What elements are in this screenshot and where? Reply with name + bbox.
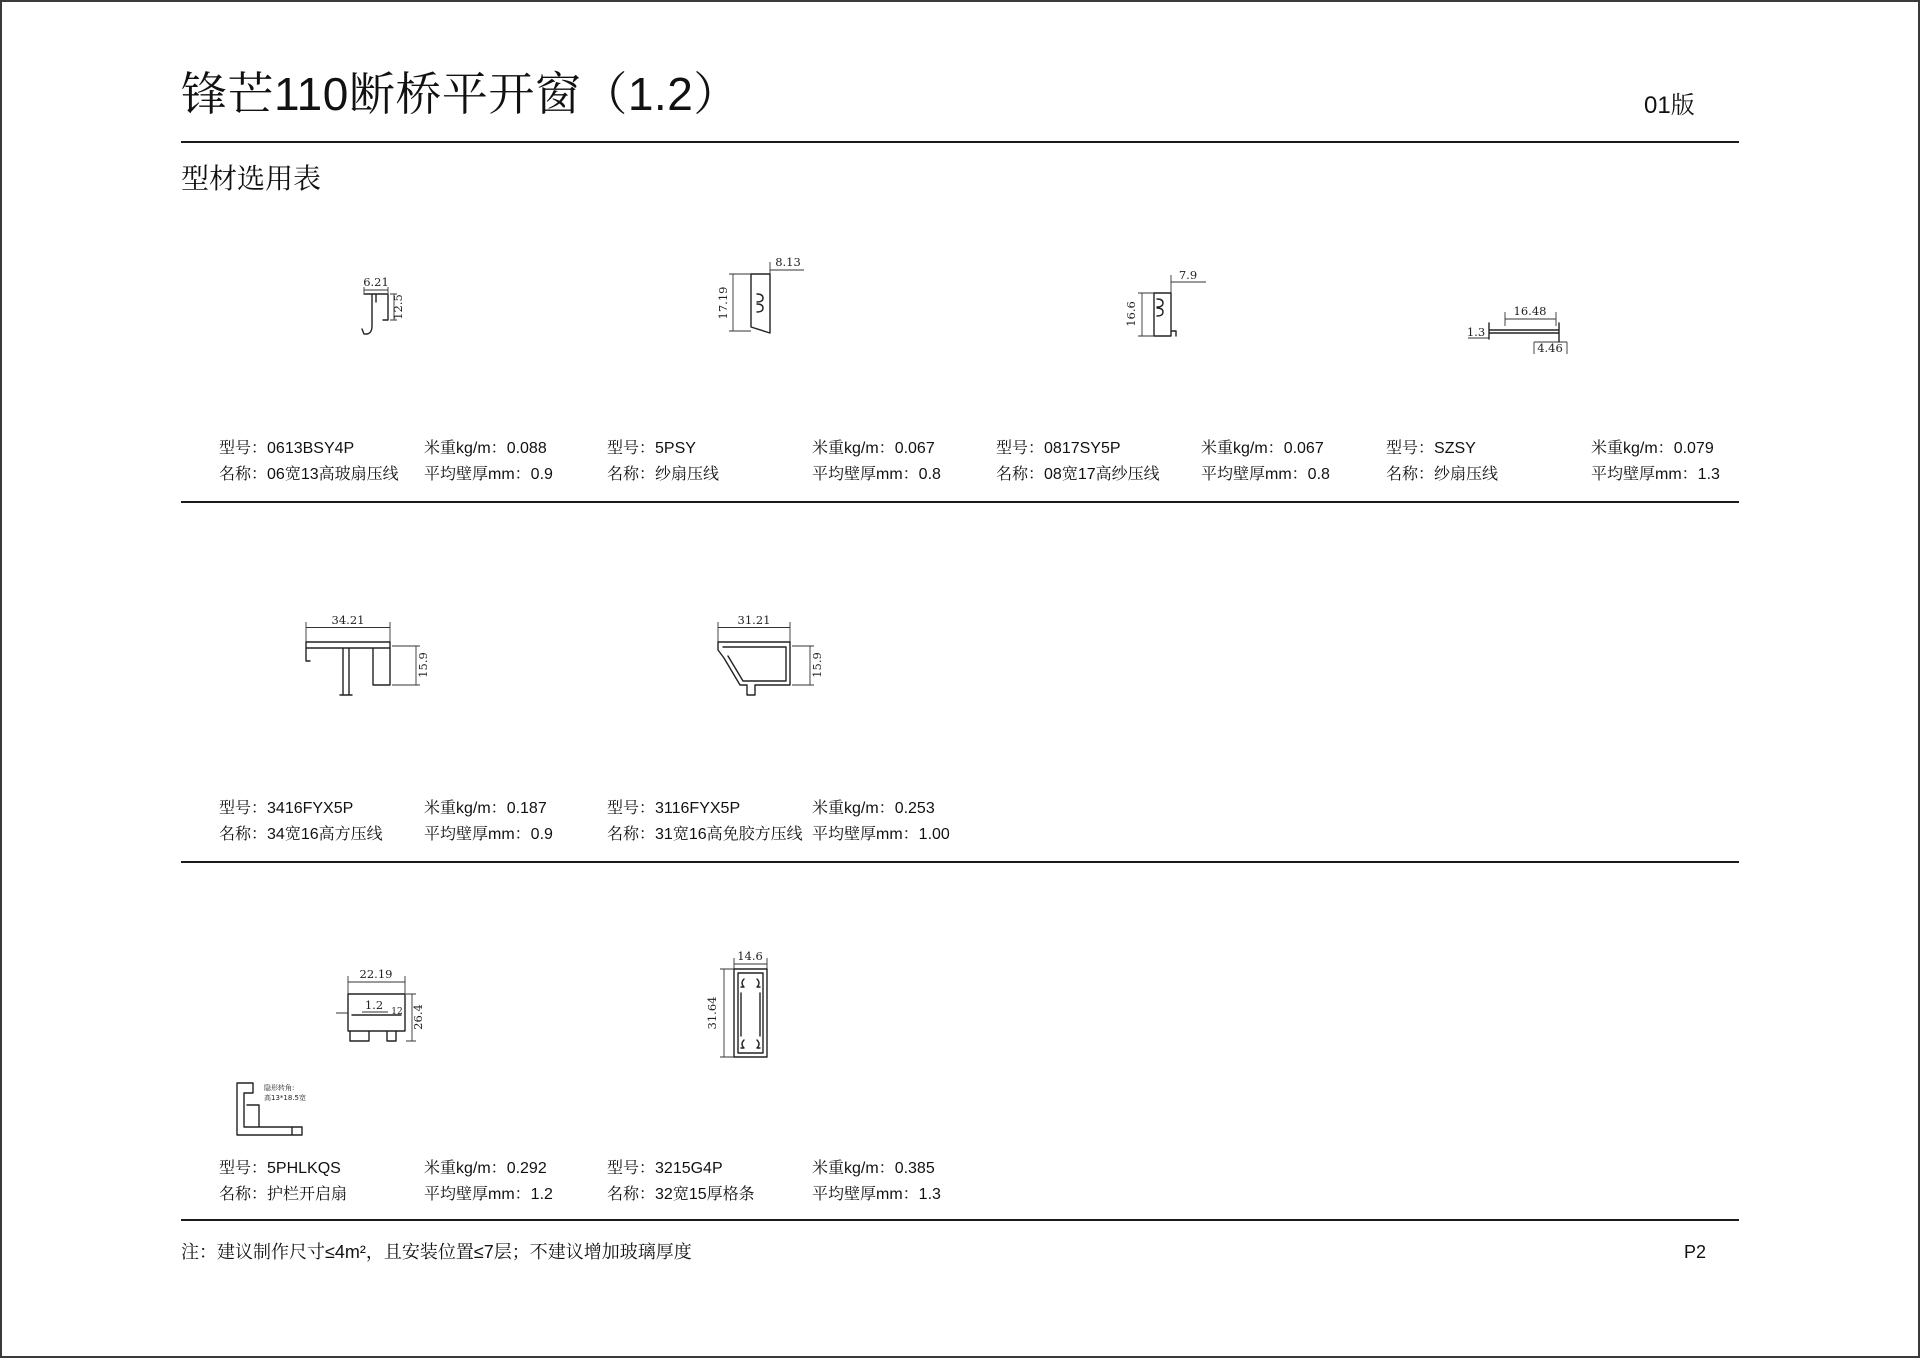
row-divider [181, 501, 1739, 503]
profile-outline [306, 642, 390, 695]
weight-field [1201, 436, 1324, 462]
weight-field [812, 436, 935, 462]
section-title: 型材选用表 [181, 163, 322, 194]
name-value: 32宽15厚格条 [655, 1186, 755, 1203]
profile-outline [1489, 323, 1559, 342]
profile-info [607, 1156, 987, 1208]
dimension-label: 17.19 [716, 286, 730, 320]
thickness-label: 平均壁厚mm： [424, 466, 531, 483]
dimension-label: 16.6 [1124, 301, 1138, 327]
profile-info [996, 436, 1376, 488]
thickness-field [812, 1182, 941, 1208]
dimension-label: 7.9 [1178, 268, 1198, 282]
name-label: 名称： [219, 826, 268, 843]
weight-label: 米重kg/m： [812, 1160, 895, 1177]
weight-field [424, 796, 547, 822]
model-value: 3416FYX5P [267, 800, 354, 817]
weight-field [424, 1156, 547, 1182]
model-field [219, 436, 354, 462]
thickness-field [424, 1182, 553, 1208]
info-line [607, 462, 987, 488]
thickness-value: 0.8 [1307, 466, 1330, 483]
profile-drawing [1462, 302, 1574, 356]
dimension-label: 6.21 [363, 275, 389, 289]
thickness-value: 1.2 [530, 1186, 553, 1203]
model-value: 3116FYX5P [655, 800, 741, 817]
thickness-value: 0.9 [530, 466, 553, 483]
weight-label: 米重kg/m： [424, 1160, 507, 1177]
thickness-field [812, 462, 941, 488]
profile-outline [751, 274, 770, 333]
model-value: 5PHLKQS [267, 1160, 341, 1177]
info-line [1386, 462, 1766, 488]
profile-drawing [710, 614, 832, 706]
weight-value: 0.385 [894, 1160, 935, 1177]
page-title: 锋芒110断桥平开窗（1.2） [181, 68, 740, 120]
model-label: 型号： [219, 440, 268, 457]
dimension-label: 12.5 [391, 294, 405, 320]
dimension-label: 34.21 [331, 613, 365, 627]
row-divider [181, 1219, 1739, 1221]
profile-hook [757, 294, 763, 312]
profile-inner-line [723, 647, 786, 681]
dimension-label: 1.2 [364, 998, 384, 1012]
name-value: 31宽16高免胶方压线 [655, 826, 803, 843]
footer-note: 注：建议制作尺寸≤4m²，且安装位置≤7层；不建议增加玻璃厚度 [181, 1242, 692, 1262]
thickness-label: 平均壁厚mm： [424, 1186, 531, 1203]
dimension-label: 26.4 [411, 1004, 425, 1030]
model-label: 型号： [996, 440, 1045, 457]
thickness-field [1201, 462, 1330, 488]
model-field [996, 436, 1121, 462]
name-field [607, 822, 803, 848]
dimension-label: 12 [391, 1007, 403, 1017]
dimension-line [729, 274, 751, 331]
profile-hook [741, 979, 760, 1048]
weight-field [424, 436, 547, 462]
profile-outline [734, 969, 767, 1057]
info-line [607, 1182, 987, 1208]
name-field [219, 462, 399, 488]
model-value: 0817SY5P [1044, 440, 1121, 457]
thickness-field [424, 462, 553, 488]
dimension-label: 1.3 [1466, 325, 1486, 339]
weight-value: 0.253 [894, 800, 935, 817]
name-label: 名称： [219, 466, 268, 483]
corner-detail-drawing [232, 1078, 318, 1144]
name-label: 名称： [607, 466, 656, 483]
profile-info [607, 796, 987, 848]
model-value: 5PSY [655, 440, 696, 457]
thickness-label: 平均壁厚mm： [1201, 466, 1308, 483]
model-value: 0613BSY4P [267, 440, 355, 457]
weight-label: 米重kg/m： [1201, 440, 1284, 457]
profile-info [219, 436, 599, 488]
profile-info [219, 796, 599, 848]
name-field [607, 1182, 755, 1208]
model-field [219, 796, 353, 822]
name-value: 纱扇压线 [655, 466, 720, 483]
weight-value: 0.067 [894, 440, 935, 457]
thickness-value: 1.3 [918, 1186, 941, 1203]
info-line [607, 436, 987, 462]
thickness-value: 1.00 [918, 826, 950, 843]
name-field [219, 822, 383, 848]
name-label: 名称： [1386, 466, 1435, 483]
info-line [219, 822, 599, 848]
model-label: 型号： [607, 1160, 656, 1177]
header-divider [181, 141, 1739, 143]
profile-info [219, 1156, 599, 1208]
thickness-label: 平均壁厚mm： [812, 1186, 919, 1203]
model-label: 型号： [1386, 440, 1435, 457]
dimension-label: 31.64 [705, 996, 719, 1030]
name-label: 名称： [996, 466, 1045, 483]
thickness-field [812, 822, 950, 848]
profile-drawing [718, 256, 810, 340]
weight-field [812, 1156, 935, 1182]
model-label: 型号： [607, 440, 656, 457]
name-value: 08宽17高纱压线 [1044, 466, 1160, 483]
name-field [607, 462, 719, 488]
profile-drawing [1126, 270, 1208, 348]
thickness-label: 平均壁厚mm： [812, 466, 919, 483]
profile-drawing [354, 276, 416, 348]
weight-field [1591, 436, 1714, 462]
info-line [607, 796, 987, 822]
weight-value: 0.088 [506, 440, 547, 457]
version-label: 01版 [1644, 92, 1695, 119]
dimension-line [1138, 293, 1154, 336]
detail-note: 隐形转角: [264, 1084, 295, 1092]
detail-note: 高13*18.5宽 [264, 1094, 306, 1102]
name-field [1386, 462, 1498, 488]
info-line [219, 436, 599, 462]
model-label: 型号： [219, 800, 268, 817]
page-number: P2 [1684, 1242, 1707, 1262]
thickness-field [424, 822, 553, 848]
thickness-value: 0.9 [530, 826, 553, 843]
info-line [607, 1156, 987, 1182]
weight-label: 米重kg/m： [1591, 440, 1674, 457]
model-label: 型号： [607, 800, 656, 817]
profile-outline [362, 294, 388, 334]
weight-field [812, 796, 935, 822]
weight-label: 米重kg/m： [812, 800, 895, 817]
model-field [219, 1156, 341, 1182]
name-label: 名称： [607, 826, 656, 843]
model-value: SZSY [1434, 440, 1476, 457]
name-label: 名称： [607, 1186, 656, 1203]
thickness-label: 平均壁厚mm： [424, 826, 531, 843]
info-line [996, 436, 1376, 462]
dimension-label: 22.19 [359, 967, 393, 981]
dimension-line [336, 1012, 388, 1013]
dimension-label: 31.21 [737, 613, 771, 627]
dimension-line [720, 969, 734, 1057]
profile-hook [1157, 299, 1163, 316]
name-value: 06宽13高玻扇压线 [267, 466, 399, 483]
info-line [1386, 436, 1766, 462]
model-field [1386, 436, 1476, 462]
model-field [607, 796, 740, 822]
profile-outline [718, 642, 790, 695]
profile-drawing [300, 614, 442, 706]
weight-label: 米重kg/m： [424, 440, 507, 457]
dimension-label: 15.9 [416, 652, 430, 678]
profile-info [1386, 436, 1766, 488]
thickness-value: 0.8 [918, 466, 941, 483]
name-field [219, 1182, 347, 1208]
name-field [996, 462, 1160, 488]
model-field [607, 1156, 723, 1182]
profile-drawing [332, 965, 436, 1073]
info-line [219, 1156, 599, 1182]
weight-value: 0.292 [506, 1160, 547, 1177]
info-line [219, 796, 599, 822]
info-line [219, 1182, 599, 1208]
dimension-label: 16.48 [1513, 304, 1547, 318]
dimension-label: 8.13 [775, 255, 801, 269]
weight-label: 米重kg/m： [424, 800, 507, 817]
model-label: 型号： [219, 1160, 268, 1177]
info-line [219, 462, 599, 488]
info-line [996, 462, 1376, 488]
thickness-label: 平均壁厚mm： [1591, 466, 1698, 483]
profile-info [607, 436, 987, 488]
weight-value: 0.067 [1283, 440, 1324, 457]
name-value: 纱扇压线 [1434, 466, 1499, 483]
row-divider [181, 861, 1739, 863]
dimension-label: 4.46 [1537, 341, 1563, 355]
info-line [607, 822, 987, 848]
thickness-field [1591, 462, 1720, 488]
weight-value: 0.187 [506, 800, 547, 817]
name-value: 34宽16高方压线 [267, 826, 383, 843]
thickness-value: 1.3 [1697, 466, 1720, 483]
profile-drawing [707, 948, 787, 1064]
weight-value: 0.079 [1673, 440, 1714, 457]
weight-label: 米重kg/m： [812, 440, 895, 457]
thickness-label: 平均壁厚mm： [812, 826, 919, 843]
model-value: 3215G4P [655, 1160, 723, 1177]
dimension-label: 15.9 [810, 652, 824, 678]
name-value: 护栏开启扇 [267, 1186, 348, 1203]
name-label: 名称： [219, 1186, 268, 1203]
dimension-label: 14.6 [737, 949, 763, 963]
model-field [607, 436, 696, 462]
